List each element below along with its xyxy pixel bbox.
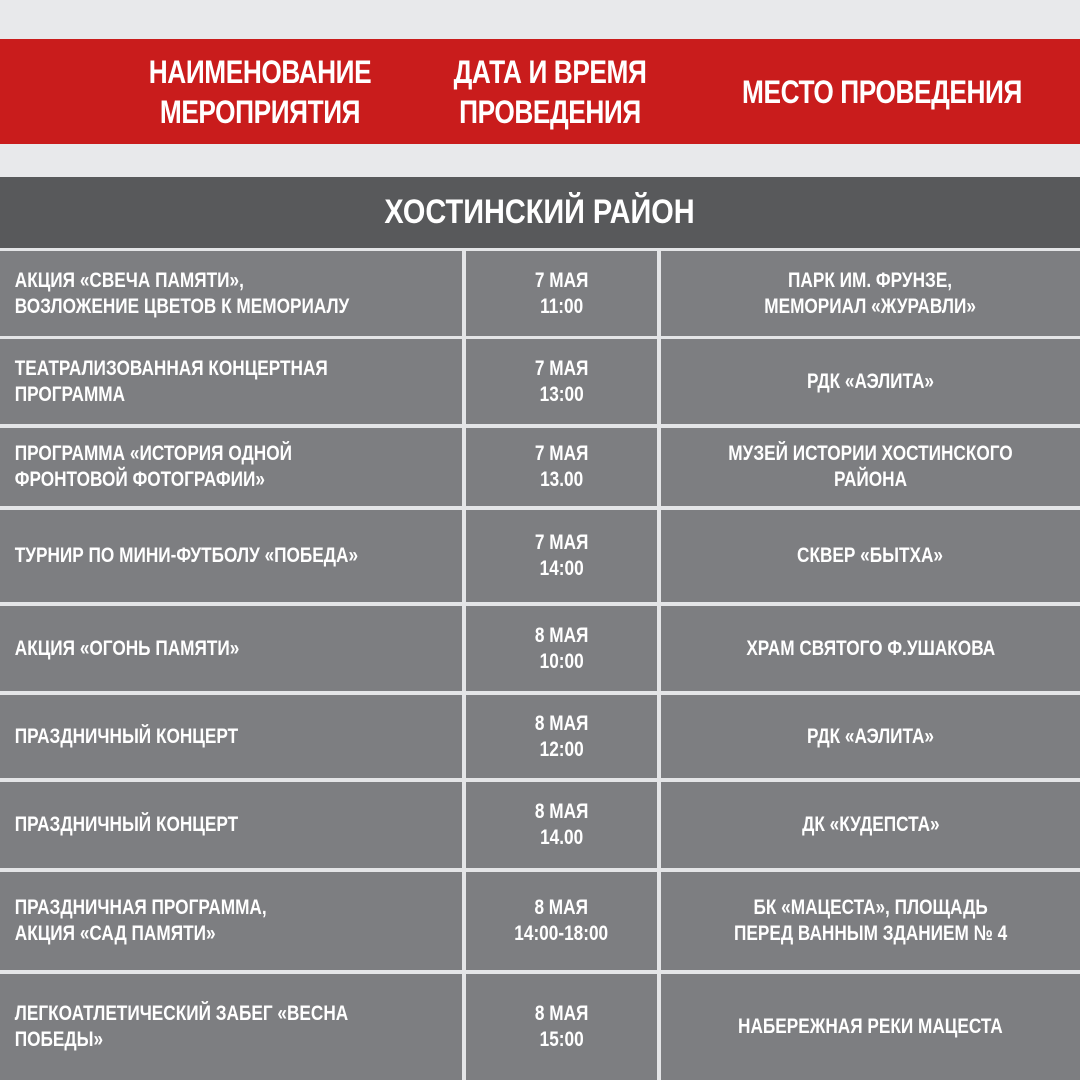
event-name-cell: ПРАЗДНИЧНЫЙ КОНЦЕРТ — [0, 782, 462, 868]
event-venue-cell: СКВЕР «БЫТХА» — [661, 510, 1080, 602]
table-row — [0, 339, 1080, 424]
event-name-cell: ПРАЗДНИЧНАЯ ПРОГРАММА, АКЦИЯ «САД ПАМЯТИ» — [0, 872, 462, 970]
event-name-cell: ТУРНИР ПО МИНИ-ФУТБОЛУ «ПОБЕДА» — [0, 510, 462, 602]
event-name-cell: ЛЕГКОАТЛЕТИЧЕСКИЙ ЗАБЕГ «ВЕСНА ПОБЕДЫ» — [0, 974, 462, 1080]
event-date-cell: 8 МАЯ 14:00-18:00 — [466, 872, 657, 970]
events-table — [0, 248, 1080, 1080]
event-venue-cell: ДК «КУДЕПСТА» — [661, 782, 1080, 868]
header-event-name: НАИМЕНОВАНИЕ МЕРОПРИЯТИЯ — [148, 53, 372, 130]
event-venue-cell: МУЗЕЙ ИСТОРИИ ХОСТИНСКОГО РАЙОНА — [661, 428, 1080, 506]
event-name-cell: ПРАЗДНИЧНЫЙ КОНЦЕРТ — [0, 695, 462, 778]
table-row — [0, 428, 1080, 506]
event-date-cell: 8 МАЯ 12:00 — [466, 695, 657, 778]
event-date-cell: 8 МАЯ 14.00 — [466, 782, 657, 868]
table-row — [0, 782, 1080, 868]
event-venue-cell: ПАРК ИМ. ФРУНЗЕ, МЕМОРИАЛ «ЖУРАВЛИ» — [661, 251, 1080, 336]
table-row — [0, 510, 1080, 602]
event-date-cell: 8 МАЯ 10:00 — [466, 606, 657, 691]
table-row — [0, 695, 1080, 778]
table-row — [0, 606, 1080, 691]
table-row — [0, 974, 1080, 1080]
event-venue-cell: ХРАМ СВЯТОГО Ф.УШАКОВА — [661, 606, 1080, 691]
event-date-cell: 7 МАЯ 13:00 — [466, 339, 657, 424]
event-venue-cell: РДК «АЭЛИТА» — [661, 695, 1080, 778]
table-row — [0, 872, 1080, 970]
event-date-cell: 7 МАЯ 11:00 — [466, 251, 657, 336]
event-name-cell: ПРОГРАММА «ИСТОРИЯ ОДНОЙ ФРОНТОВОЙ ФОТОГРАФИИ» — [0, 428, 462, 506]
event-date-cell: 8 МАЯ 15:00 — [466, 974, 657, 1080]
event-name-cell: АКЦИЯ «ОГОНЬ ПАМЯТИ» — [0, 606, 462, 691]
event-name-cell: АКЦИЯ «СВЕЧА ПАМЯТИ», ВОЗЛОЖЕНИЕ ЦВЕТОВ К МЕМОРИАЛУ — [0, 251, 462, 336]
table-row — [0, 251, 1080, 336]
event-venue-cell: РДК «АЭЛИТА» — [661, 339, 1080, 424]
header-date-time: ДАТА И ВРЕМЯ ПРОВЕДЕНИЯ — [453, 53, 647, 130]
event-venue-cell: НАБЕРЕЖНАЯ РЕКИ МАЦЕСТА — [661, 974, 1080, 1080]
event-date-cell: 7 МАЯ 14:00 — [466, 510, 657, 602]
event-venue-cell: БК «МАЦЕСТА», ПЛОЩАДЬ ПЕРЕД ВАННЫМ ЗДАНИЕМ № 4 — [661, 872, 1080, 970]
district-title: ХОСТИНСКИЙ РАЙОН — [0, 177, 1080, 248]
event-name-cell: ТЕАТРАЛИЗОВАННАЯ КОНЦЕРТНАЯ ПРОГРАММА — [0, 339, 462, 424]
table-header — [0, 39, 1080, 144]
header-venue: МЕСТО ПРОВЕДЕНИЯ — [742, 73, 1022, 110]
event-date-cell: 7 МАЯ 13.00 — [466, 428, 657, 506]
